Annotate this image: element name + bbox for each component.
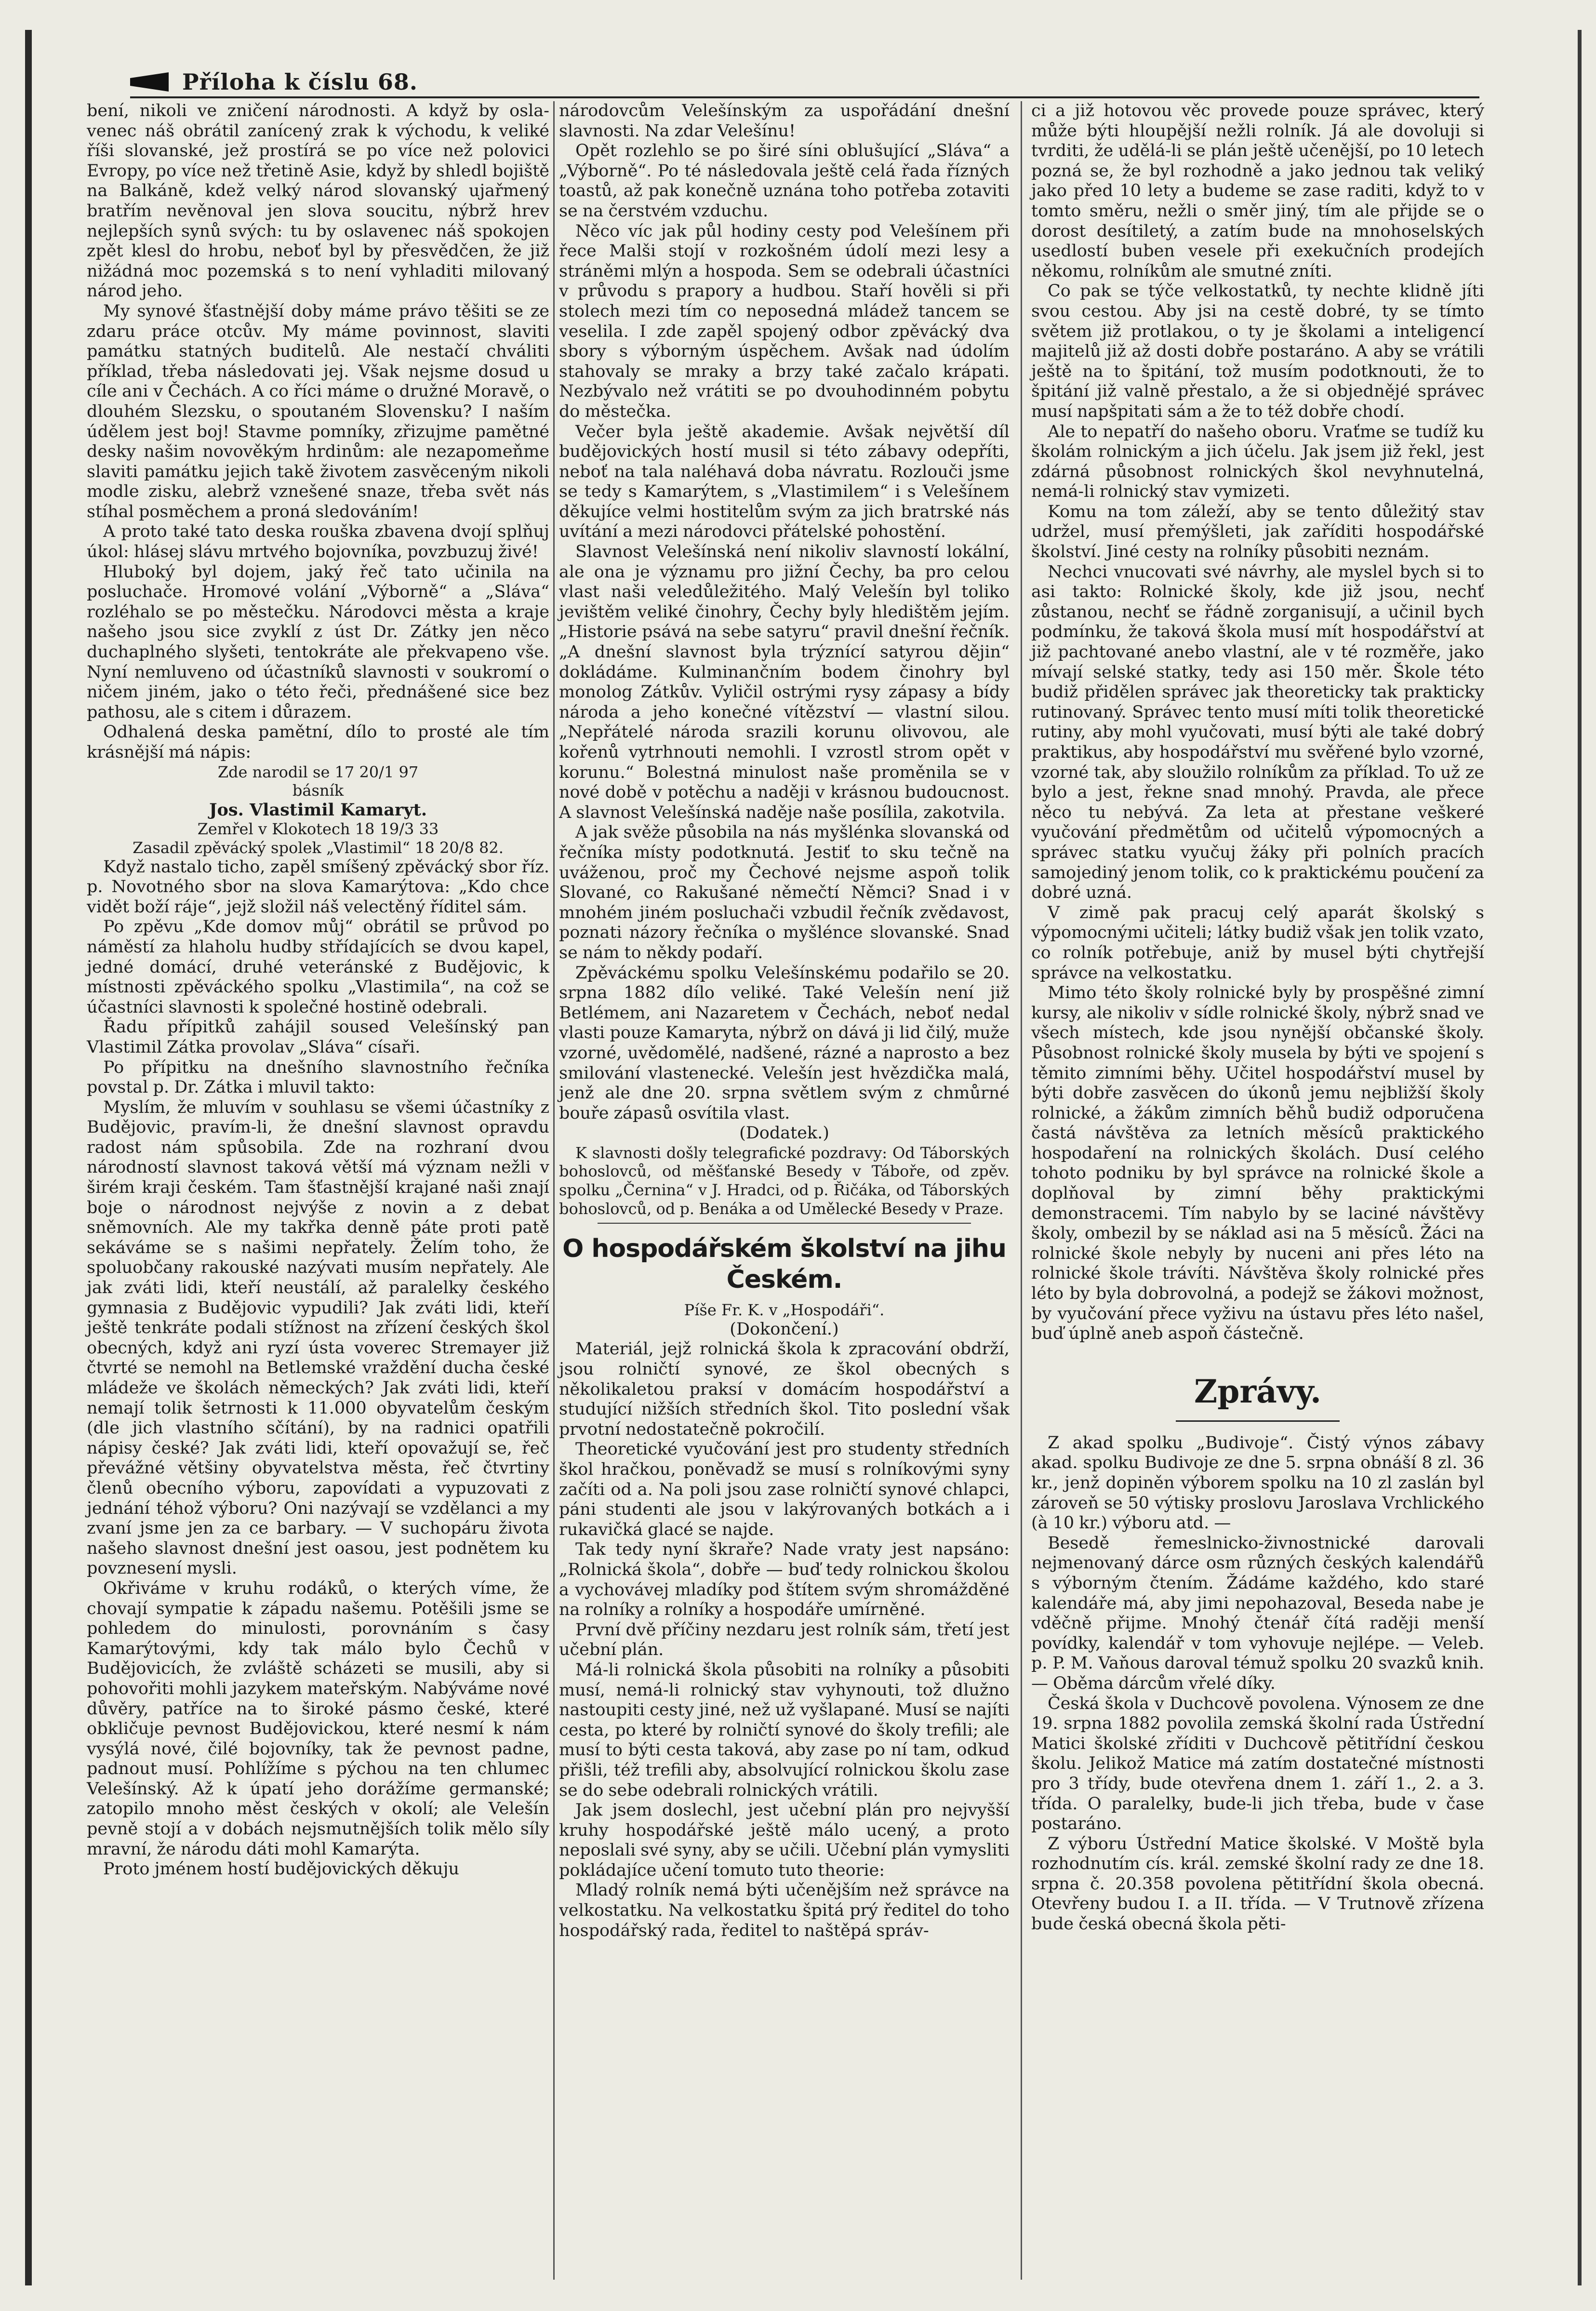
- inscription-line: Zasadil zpěvácký spolek „Vlastimil“ 18 20/8 82.: [133, 838, 504, 857]
- paragraph: Co pak se týče velkostatků, ty nechte klidně jíti svou cestou. Aby jsi na cestě dobré, ty se tímto světem již protlakou, o ty je školami a inteligencí majitelů již až dosti dobře postaráno. A aby se vrátili ještě na to špitání, tož musím podotknouti, že to špitání již valně přestalo, a že si objednějé správec musí napšpitati sám a že to též dobře chodí.: [1031, 281, 1484, 421]
- paragraph: Proto jménem hostí budějovických děkuju: [103, 1859, 459, 1879]
- paragraph: Komu na tom záleží, aby se tento důležitý stav udržel, musí přemýšleti, jak zaříditi hospodářské školství. Jiné cesty na rolníky působiti neznám.: [1031, 502, 1484, 562]
- news-item: Česká škola v Duchcově povolena. Výnosem ze dne 19. srpna 1882 povolila zemská školní rada Ústřední Matici školské zříditi v Duchcově pětitřídní českou školu. Jelikož Matice má zatím dostatečné místnosti pro 3 třídy, bude otevřena dnem 1. září 1., 2. a 3. třída. O paralelky, bude-li jich třeba, bude v čase postaráno.: [1031, 1694, 1484, 1834]
- paragraph: Řadu přípitků zahájil soused Velešínský pan Vlastimil Zátka provolav „Sláva“ císaři.: [87, 1017, 549, 1057]
- page-header: [130, 67, 418, 96]
- paragraph: Opět rozlehlo se po širé síni oblušující „Sláva“ a „Výborně“. Po té následovala ještě celá řada řízných toastů, až pak konečně uznána toho potřeba zotaviti se na čerstvém vzduchu.: [559, 141, 1010, 221]
- paragraph: ci a již hotovou věc provede pouze správec, který může býti hloupější nežli rolník. Já ale dovoluji si tvrditi, že udělá-li se plán ještě učenější, po 10 letech pozná se, že byl rozhodně a jako jednou tak veliký jako před 10 lety a budeme se zase raditi, když to v tomto směru, nežli o směr jiný, tím ale přijde se o dorost desítiletý, a zatím bude na mnohoselských usedlostí buben vesele při exekučních prodejích někomu, rolníkům ale smutné zníti.: [1031, 101, 1484, 281]
- header-rule: [130, 96, 1479, 98]
- inscription-line: Zde narodil se 17 20/1 97: [217, 762, 419, 781]
- paragraph: Hluboký byl dojem, jaký řeč tato učinila na posluchače. Hromové volání „Výborně“ a „Sláva“ rozléhalo se po městečku. Národovci města a kraje našeho jsou sice zvyklí z úst Dr. Zátky jen něco duchaplného slyšeti, tentokráte ale překvapeno vše. Nyní nemluveno od účastníků slavnosti v soukromí o ničem jiném, jako o této řeči, přednášené sice bez pathosu, ale s citem i důrazem.: [87, 562, 549, 722]
- paragraph: A proto také tato deska rouška zbavena dvojí splňuj úkol: hlásej slávu mrtvého bojovníka, povzbuzuj živé!: [87, 522, 549, 562]
- inscription-line: Zemřel v Klokotech 18 19/3 33: [197, 820, 439, 839]
- plaque-inscription: [87, 763, 549, 857]
- paragraph: Mladý rolník nemá býti učenějším než správce na velkostatku. Na velkostatku špitá prý ředitel do toho hospodářský rada, ředitel to naštěpá správ-: [559, 1881, 1010, 1940]
- paragraph: Myslím, že mluvím v souhlasu se všemi účastníky z Budějovic, pravím-li, že dnešní slavnost opravdu radost nám spůsobila. Zde na rozhraní dvou národností slavnost taková větší má význam nežli v širém kraji českém. Tam šťastnější krajané naši znají boje o národnost nejvýše z novin a z debat sněmovních. Ale my takřka denně páte proti patě sekáváme se s našimi nepřately. Želím toho, že spoluobčany rakouské nazývati musím nepřately. Ale jak zváti lidi, kteří neustálí, až paralelky českého gymnasia z Budějovic vypudili? Jak zváti lidi, kteří ještě tenkráte podali stížnost na zřízení českých škol obecných, když ani ryzí ústa voverec Stremayer již čtvrté se nemohl na Betlemské vraždění ducha české mládeže ve školách německých? Jak zváti lidi, kteří nemají tolik šetrnosti k 11.000 obyvatelům českým (dle jich vlastního sčítání), by na radnici opatřili nápisy české? Jak zváti lidi, kteří opovažují se, řeč převážné většiny obyvatelstva města, řeč čtvrtiny členů obecního výboru, zapovídati a vypuzovati z jednání téhož výboru? Oni nazývají se vzdělanci a my zvaní jsme jen za ce barbary. — V suchopáru života našeho slavnost dnešní jest oasou, jest podnětem ku povznesení mysli.: [87, 1097, 549, 1578]
- paragraph: Odhalená deska pamětní, dílo to prosté ale tím krásnější má nápis:: [87, 722, 549, 762]
- column-divider: [553, 101, 555, 2280]
- column-1: [87, 101, 549, 1880]
- page-header-title: Příloha k číslu 68.: [182, 69, 418, 95]
- paragraph: Po přípitku na dnešního slavnostního řečníka povstal p. Dr. Zátka i mluvil takto:: [87, 1057, 549, 1097]
- section-divider: [1176, 1420, 1340, 1422]
- paragraph: Materiál, jejž rolnická škola k zpracování obdrží, jsou rolničtí synové, ze škol obecných s několikaletou praksí v domácím hospodářství a studující nižších středních škol. Tito poslední však prvotní nedostatečně pokročilí.: [559, 1339, 1010, 1439]
- inscription-line: básník: [292, 781, 344, 800]
- paragraph: Zpěváckému spolku Velešínskému podařilo se 20. srpna 1882 dílo veliké. Také Velešín není již Betlémem, ani Nazaretem v Čechách, neboť nedal vlasti pouze Kamaryta, nýbrž on dává ji lid čilý, muže vzorné, uvědomělé, nadšené, rázné a naprosto a bez smilování vlastenecké. Velešín jest hvězdička malá, jenž ale dne 20. srpna světlem svým z chmůrné bouře zápasů osvítila vlast.: [559, 963, 1010, 1123]
- paragraph: A jak svěže působila na nás myšlénka slovanská od řečníka místy podotknutá. Jestiť to sku tečně na uváženou, proč my Čechové nejsme aspoň tolik Slované, co Rakušané němečtí Němci? Snad i v mnohém jiném posluchači vzbudil řečník zvědavost, poznati názory řečníka o myšlénce slovanské. Snad se nám to někdy podaří.: [559, 823, 1010, 962]
- paragraph: Theoretické vyučování jest pro studenty středních škol hračkou, poněvadž se musí s rolníkovými syny začíti od a. Na poli jsou zase rolničtí synové chlapci, páni studenti ale jsou v lakýrovaných botkách a i rukavičká glacé se najde.: [559, 1440, 1010, 1539]
- paragraph: Jak jsem doslechl, jest učební plán pro nejvyšší kruhy hospodářské ještě málo ucený, a proto neposlali své syny, aby se učili. Učební plán vymysliti pokládajíce učení tomuto tuto theorie:: [559, 1801, 1010, 1880]
- article-byline: Píše Fr. K. v „Hospodáři“.: [684, 1301, 885, 1320]
- news-item: Besedě řemeslnicko-živnostnické darovali nejmenovaný dárce osm různých českých kalendářů s výborným čtením. Žádáme každého, kdo staré kalendáře má, aby jimi nepohazoval, Beseda nabe je vděčně přijme. Mnohý čtenář čítá raději menší povídky, kalendář v tom vyhovuje nejlépe. — Veleb. p. P. M. Vaňous daroval témuž spolku 20 svazků knih. — Oběma dárcům vřelé díky.: [1031, 1533, 1484, 1693]
- column-3: [1031, 101, 1484, 1935]
- paragraph: Ale to nepatří do našeho oboru. Vraťme se tudíž ku školám rolnickým a jich účelu. Jak jsem již řekl, jest zdárná působnost rolnických škol nevyhnutelná, nemá-li rolnický stav vymizeti.: [1031, 422, 1484, 502]
- paragraph: Má-li rolnická škola působiti na rolníky a působiti musí, nemá-li rolnický stav vyhynouti, tož dlužno nastoupiti cesty jiné, než už vyšlapané. Musí se najíti cesta, po které by rolničtí synové do školy trefili; ale musí to býti cesta taková, aby zase po ní tam, odkud přišli, též trefili aby, absolvující rolnickou školu zase se do sebe odebrali rolnických vrátili.: [559, 1660, 1010, 1800]
- paragraph: Když nastalo ticho, zapěl smíšený zpěvácký sbor říz. p. Novotného sbor na slova Kamarýtova: „Kdo chce vidět boží ráje“, jejž složil náš velectěný říditel sám.: [87, 857, 549, 917]
- paragraph: Slavnost Velešínská není nikoliv slavností lokální, ale ona je významu pro jižní Čechy, ba pro celou vlast naši veledůležitého. Malý Velešín byl tolikо jevištěm veliké činohry, Čechy byly hledištěm jejím. „Historie psává na sebe satyru“ pravil dnešní řečník. „A dnešní slavnost byla trýznící satyrou dějin“ dokládáme. Kulminančním bodem činohry byl monolog Zátkův. Vyličil ostrými rysy zápasy a bídy národa a jeho konečné vítězství — vlastní silou. „Nepřátelé národa srazili korunu olivovou, ale kořenů vytrhnouti nemohli. I vzrostl strom opět v korunu.“ Bolestná minulost naše proměnila se v nové době v potěchu a naději v krásnou budoucnost. A slavnost Velešínská naděje naše posílila, zakotvila.: [559, 542, 1010, 822]
- paragraph: My synové šťastnější doby máme právo těšiti se ze zdaru práce otcův. My máme povinnost, slaviti památku statných buditelů. Ale nestačí chváliti příklad, třeba následovati jej. Však nejsme dosud u cíle ani v Čechách. A co říci máme o družné Moravě, o dlouhém Slezsku, o spoutaném Slovensku? I naším údělem jest boj! Stavme pomníky, zřizujme pamětné desky našim novověkým hrdinům: ale nezapomeňme slaviti památku jejich takě životem zasvěceným nikoli modle zisku, alebrž vznešené snaze, třeba svět nás stíhal posměchem a proná sledováním!: [87, 301, 549, 521]
- paragraph: Okřiváme v kruhu rodáků, o kterých víme, že chovají sympatie k západu našemu. Potěšili jsme se pohledem do minulosti, porovnáním s časy Kamarýtovými, kdy tak málo bylo Čechů v Budějovicích, že zvláště scházeti se musili, aby si pohovořiti mohli jazykem mateřským. Nabýváme nové důvěry, patříce na to široké pásmo české, které obkličuje pevnost Budějovickou, které nesmí k nám vysýlá nové, čilé bojovníky, tak že pevnost padne, padnout musí. Pohlížíme s pýchou na ten chlumec Velešínský. Až k úpatí jeho dorážíme germanské; zatopilo mnoho měst českých v okolí; ale Velešín pevně stojí a v dobách nejsmutnějších tolik mělo síly mravní, že národu dáti mohl Kamarýta.: [87, 1578, 549, 1859]
- pointing-hand-icon: [130, 72, 169, 92]
- paragraph: Nechci vnucovati své návrhy, ale myslel bych si to asi takto: Rolnické školy, kde již jsou, nechť zůstanou, nechť se řádně zorganisují, a učinil bych podmínku, že taková škola musí mít hospodářství at již pachtované anebo vlastní, ale v té rozměře, jako mívají selské statky, tedy asi 150 měr. Škole této budiž přidělen správec jak theoreticky tak prakticky rutinovaný. Správec tento musí míti tolik theoretické rutiny, aby mohl vyučovati, musí býti ale také dobrý praktikus, aby hospodářství mu svěřené bylo vzorné, vzorné tak, aby sloužilo rolníkům za příklad. To už ze bylo a jest, řekne snad mnohý. Pravda, ale přece něco tu nebývá. Za leta at přestane veškeré vyučování předmětům od učitelů výpomocných a správec statku vyučuj žáky při polních pracích samojediný jenom tolik, co k praktickému poučení za dobré uzná.: [1031, 562, 1484, 903]
- inscription-name: Jos. Vlastimil Kamaryt.: [209, 800, 427, 820]
- news-section-title: Zprávy.: [1194, 1372, 1321, 1410]
- news-item: Z výboru Ústřední Matice školské. V Moště byla rozhodnutím cís. král. zemské školní rady ze dne 18. srpna č. 20.358 povolena pětitřídní škola obecná. Otevřeny budou I. a II. třída. — V Trutnově zřízena bude česká obecná škola pěti-: [1031, 1834, 1484, 1934]
- paragraph: Tak tedy nyní škraře? Nade vraty jest napsáno: „Rolnická škola“, dobře — buď tedy rolnickou školou a vychovávej mladíky pod štítem svým shromážděné na rolníky a rolníky a hospodáře umírněné.: [559, 1540, 1010, 1620]
- column-divider: [1021, 101, 1022, 2280]
- paragraph: Mimo této školy rolnické byly by prospěšné zimní kursy, ale nikoliv v sídle rolnické školy, nýbrž snad ve všech místech, kde jsou nynější občanské školy. Působnost rolnické školy musela by býti ve spojení s těmito zimními běhy. Učitel hospodářství musel by býti dobře zasvěcen do úkonů jemu nejbližší školy rolnické, a žákům zimních běhů budiž odporučena častá návštěva za letních měsíců praktického hospodaření na rolnických školách. Dusí celého tohoto podniku by byl správce na rolnické škole a doplňoval by zimní běhy praktickými demonstracemi. Tím nabylo by se laciné návštěvy školy, ombezil by se náklad asi na 5 měsíců. Žáci na rolnické škole nebyly by nuceni ani přes léto na rolnické škole trávíti. Návštěva školy rolnické přes léto by byla dobrovolná, a podejž se žákovi možnost, by vyučování přece vyživu na ústavu přes léto našel, buď úplně aneb aspoň částečně.: [1031, 983, 1484, 1344]
- column-2: [559, 101, 1010, 1941]
- paragraph: Večer byla ještě akademie. Avšak největší díl budějovických hostí musil si této zábavy odepříti, neboť na tala naléhavá doba návratu. Rozlouči jsme se tedy s Kamarýtem, s „Vlastimilem“ i s Velešínem děkujíce velmi hostitelům svým za jich bratrské nás uvítání a mezi národovci přátelské pohostění.: [559, 422, 1010, 542]
- paragraph: národovcům Velešínským za uspořádání dnešní slavnosti. Na zdar Velešínu!: [559, 101, 1010, 141]
- paragraph: bení, nikoli ve zničení národnosti. A když by osla- venec náš obrátil zanícený zrak k východu, k veliké říši slovanské, jež prostírá se po více než polovici Evropy, po více než třetině Asie, když by shledl bojiště na Balkáně, kdež velký národ slovanský ujařmený bratřím nevěnoval jen slova soucitu, nýbrž hrev nejlepších synů svých: tu by oslavenec náš spokojen zpět klesl do hrobu, neboť byl by přesvědčen, že již nižádná moc pozemská s to není vyhladiti milovaný národ jeho.: [87, 101, 549, 301]
- addendum-text: K slavnosti došly telegrafické pozdravy: Od Táborských bohoslovců, od měšťanské Besedy v Táboře, od zpěv. spolku „Černina“ v J. Hradci, od p. Řičáka, od Táborských bohoslovců, od p. Benáka a od Umělecké Besedy v Praze.: [559, 1143, 1010, 1218]
- paragraph: Něco víc jak půl hodiny cesty pod Velešínem při řece Malši stojí v rozkošném údolí mezi lesy a stráněmi mlýn a hospoda. Sem se odebrali účastníci v průvodu s prapory a hudbou. Staří hověli si při stolech mezi tím co neposedná mládež tancem se veselila. I zde zapěl spojený odbor zpěvácký dva sbory s výborným úspěchem. Avšak nad údolím stahovaly se mraky a brzy také začalo krápati. Nezbývalo než vrátiti se po dvouhodinném pobytu do městečka.: [559, 221, 1010, 421]
- paragraph: Po zpěvu „Kde domov můj“ obrátil se průvod po náměstí za hlaholu hudby střídajících se dvou kapel, jedné domácí, druhé veteránské z Budějovic, k místnosti zpěváckého spolku „Vlastimila“, na což se účastníci slavnosti k společné hostině odebrali.: [87, 917, 549, 1017]
- paragraph: První dvě příčiny nezdaru jest rolník sám, třetí jest učební plán.: [559, 1620, 1010, 1660]
- section-divider: [598, 1223, 971, 1224]
- article-continuation: (Dokončení.): [730, 1319, 839, 1339]
- addendum-title: (Dodatek.): [739, 1123, 829, 1143]
- news-item: Z akad spolku „Budivoje“. Čistý výnos zábavy akad. spolku Budivoje ze dne 5. srpna obnáší 8 zl. 36 kr., jenž dopiněn výborem spolku na 10 zl zaslán byl zároveň se 50 výtisky proslovu Jaroslava Vrchlického (à 10 kr.) výboru atd. —: [1031, 1433, 1484, 1533]
- article-title: O hospodářském školství na jihu Českém.: [562, 1234, 1006, 1295]
- paragraph: V zimě pak pracuj celý aparát školský s výpomocnými učiteli; látky budiž však jen tolik vzato, co rolník potřebuje, aniž by musel býti chytřejší správce na velkostatku.: [1031, 903, 1484, 983]
